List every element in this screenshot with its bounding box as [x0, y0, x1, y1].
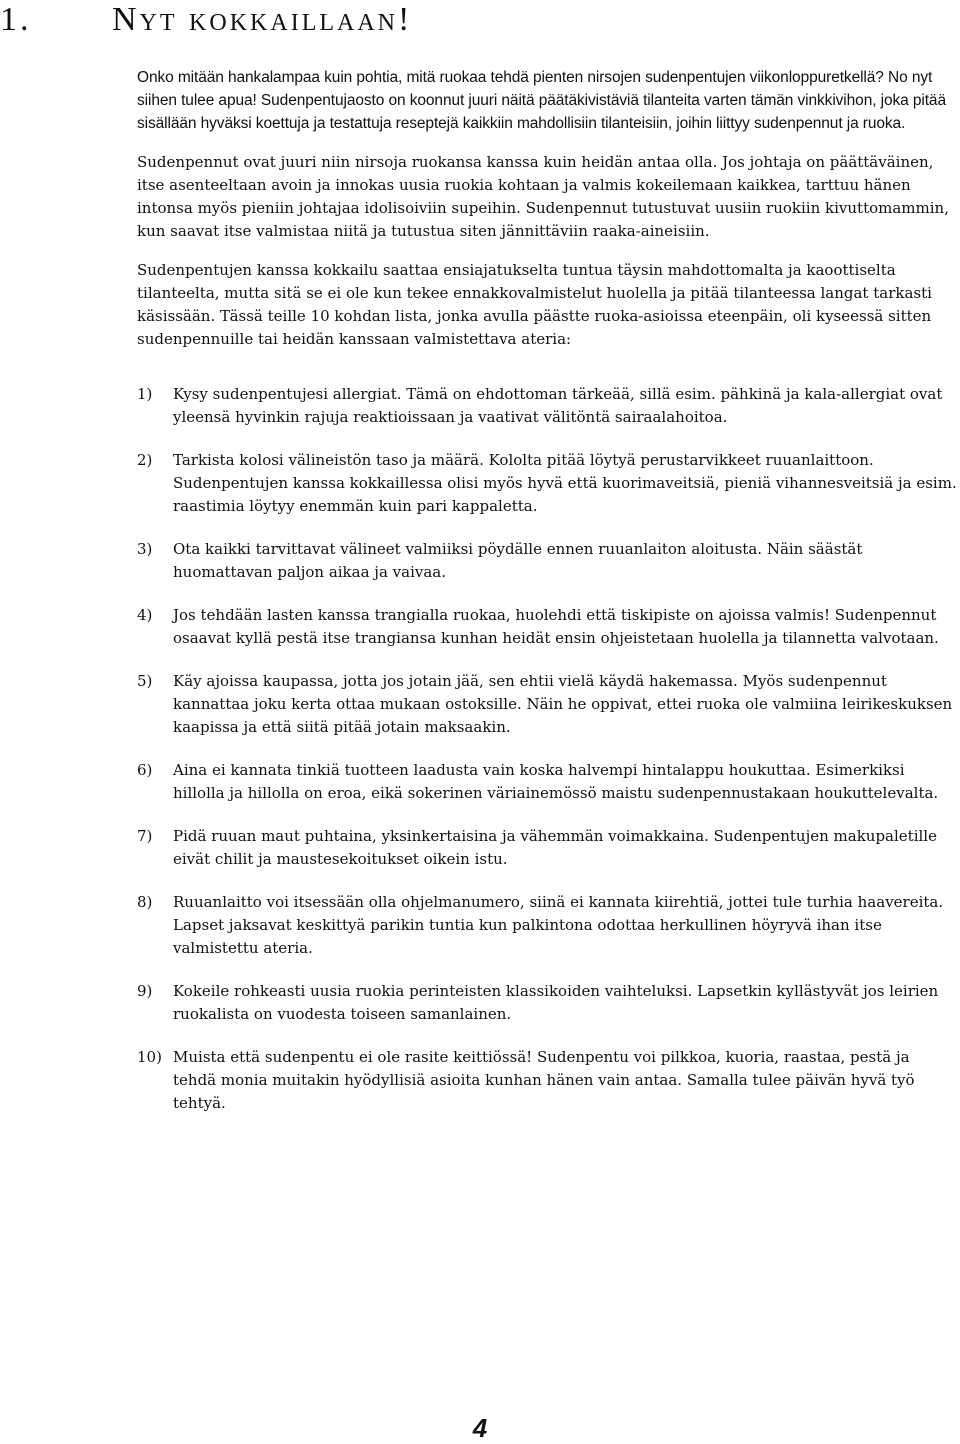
- list-item-text: Ota kaikki tarvittavat välineet valmiiksi pöydälle ennen ruuanlaiton aloitusta. Näin säästät huomattavan paljon aikaa ja vaivaa.: [173, 540, 863, 581]
- list-marker: 5): [137, 672, 153, 690]
- list-marker: 9): [137, 982, 153, 1000]
- list-item-text: Käy ajoissa kaupassa, jotta jos jotain jää, sen ehtii vielä käydä hakemassa. Myös sudenpennut kannattaa joku kerta ottaa mukaan ostoksille. Näin he oppivat, ettei ruoka ole valmiina leirikeskuksen kaapissa ja että siitä pitää jotain maksaakin.: [173, 672, 953, 736]
- list-item-text: Muista että sudenpentu ei ole rasite keittiössä! Sudenpentu voi pilkkoa, kuoria, raastaa, pestä ja tehdä monia muitakin hyödyllisiä asioita kunhan hänen vain antaa. Samalla tulee päivän hyvä työ tehtyä.: [173, 1048, 915, 1112]
- list-marker: 8): [137, 893, 153, 911]
- list-item: [137, 759, 957, 805]
- list-marker: 3): [137, 540, 153, 558]
- list-item: [137, 670, 957, 739]
- list-item-text: Tarkista kolosi välineistön taso ja määrä. Kololta pitää löytyä perustarvikkeet ruuanlaittoon. Sudenpentujen kanssa kokkaillessa olisi myös hyvä että kuorimaveitsiä, pieniä vihannesveitsiä ja esim. raastimia löytyy enemmän kuin pari kappaletta.: [173, 451, 957, 515]
- tips-list: [137, 383, 957, 1115]
- list-item: [137, 980, 957, 1026]
- list-item-text: Pidä ruuan maut puhtaina, yksinkertaisina ja vähemmän voimakkaina. Sudenpentujen makupaletille eivät chilit ja maustesekoitukset oikein istu.: [173, 827, 937, 868]
- list-item: [137, 1046, 957, 1115]
- list-marker: 1): [137, 385, 153, 403]
- paragraph-kokkailu: Sudenpentujen kanssa kokkailu saattaa ensiajatukselta tuntua täysin mahdottomalta ja kaoottiselta tilanteelta, mutta sitä se ei ole kun tekee ennakkovalmistelut huolella ja pitää tilanteessa langat tarkasti käsissään. Tässä teille 10 kohdan lista, jonka avulla päästte ruoka-asioissa eteenpäin, oli kyseessä sitten sudenpennuille tai heidän kanssaan valmistettava ateria:: [137, 261, 932, 348]
- paragraph-nirsous: Sudenpennut ovat juuri niin nirsoja ruokansa kanssa kuin heidän antaa olla. Jos johtaja on päättäväinen, itse asenteeltaan avoin ja innokas uusia ruokia kohtaan ja valmis kokeilemaan kaikkea, tarttuu hänen intonsa myös pieniin johtajaa idolisoiviin supeihin. Sudenpennut tutustuvat uusiin ruokiin kivuttomammin, kun saavat itse valmistaa niitä ja tutustua siten jännittäviin raaka-aineisiin.: [137, 153, 949, 240]
- chapter-title: Nyt kokkaillaan!: [112, 1, 413, 38]
- list-item: [137, 825, 957, 871]
- list-item: [137, 383, 957, 429]
- list-item: [137, 449, 957, 518]
- chapter-heading: [0, 0, 412, 40]
- list-item-text: Jos tehdään lasten kanssa trangialla ruokaa, huolehdi että tiskipiste on ajoissa valmis! Sudenpennut osaavat kyllä pestä itse trangiansa kunhan heidät ensin ohjeistetaan huolella ja tilannetta valvotaan.: [173, 606, 939, 647]
- list-item-text: Ruuanlaitto voi itsessään olla ohjelmanumero, siinä ei kannata kiirehtiä, jottei tule turhia haavereita. Lapset jaksavat keskittyä parikin tuntia kun palkintona odottaa herkullinen höyryvä ihan itse valmistettu ateria.: [173, 893, 944, 957]
- list-marker: 2): [137, 451, 153, 469]
- intro-paragraph: Onko mitään hankalampaa kuin pohtia, mitä ruokaa tehdä pienten nirsojen sudenpentujen viikonloppuretkellä? No nyt siihen tulee apua! Sudenpentujaosto on koonnut juuri näitä päätäkivistäviä tilanteita varten tämän vinkkivihon, joka pitää sisällään hyväksi koettuja ja testattuja reseptejä kaikkiin mahdollisiin tilanteisiin, joihin liittyy sudenpennut ja ruoka.: [137, 69, 946, 132]
- document-body: [137, 66, 957, 1135]
- list-marker: 4): [137, 606, 153, 624]
- list-item: [137, 604, 957, 650]
- list-item-text: Kysy sudenpentujesi allergiat. Tämä on ehdottoman tärkeää, sillä esim. pähkinä ja kala-allergiat ovat yleensä hyvinkin rajuja reaktioissaan ja vaativat välitöntä sairaalahoitoa.: [173, 385, 943, 426]
- list-marker: 7): [137, 827, 153, 845]
- list-item-text: Aina ei kannata tinkiä tuotteen laadusta vain koska halvempi hintalappu houkuttaa. Esimerkiksi hillolla ja hillolla on eroa, eikä sokerinen väriainemössö maistu sudenpennustakaan houkuttelevalta.: [173, 761, 939, 802]
- list-marker: 6): [137, 761, 153, 779]
- list-item: [137, 891, 957, 960]
- list-marker: 10): [137, 1048, 162, 1066]
- list-item-text: Kokeile rohkeasti uusia ruokia perinteisten klassikoiden vaihteluksi. Lapsetkin kyllästyvät jos leirien ruokalista on vuodesta toiseen samanlainen.: [173, 982, 939, 1023]
- page-number: 4: [472, 1413, 488, 1443]
- chapter-number: 1.: [0, 1, 32, 38]
- list-item: [137, 538, 957, 584]
